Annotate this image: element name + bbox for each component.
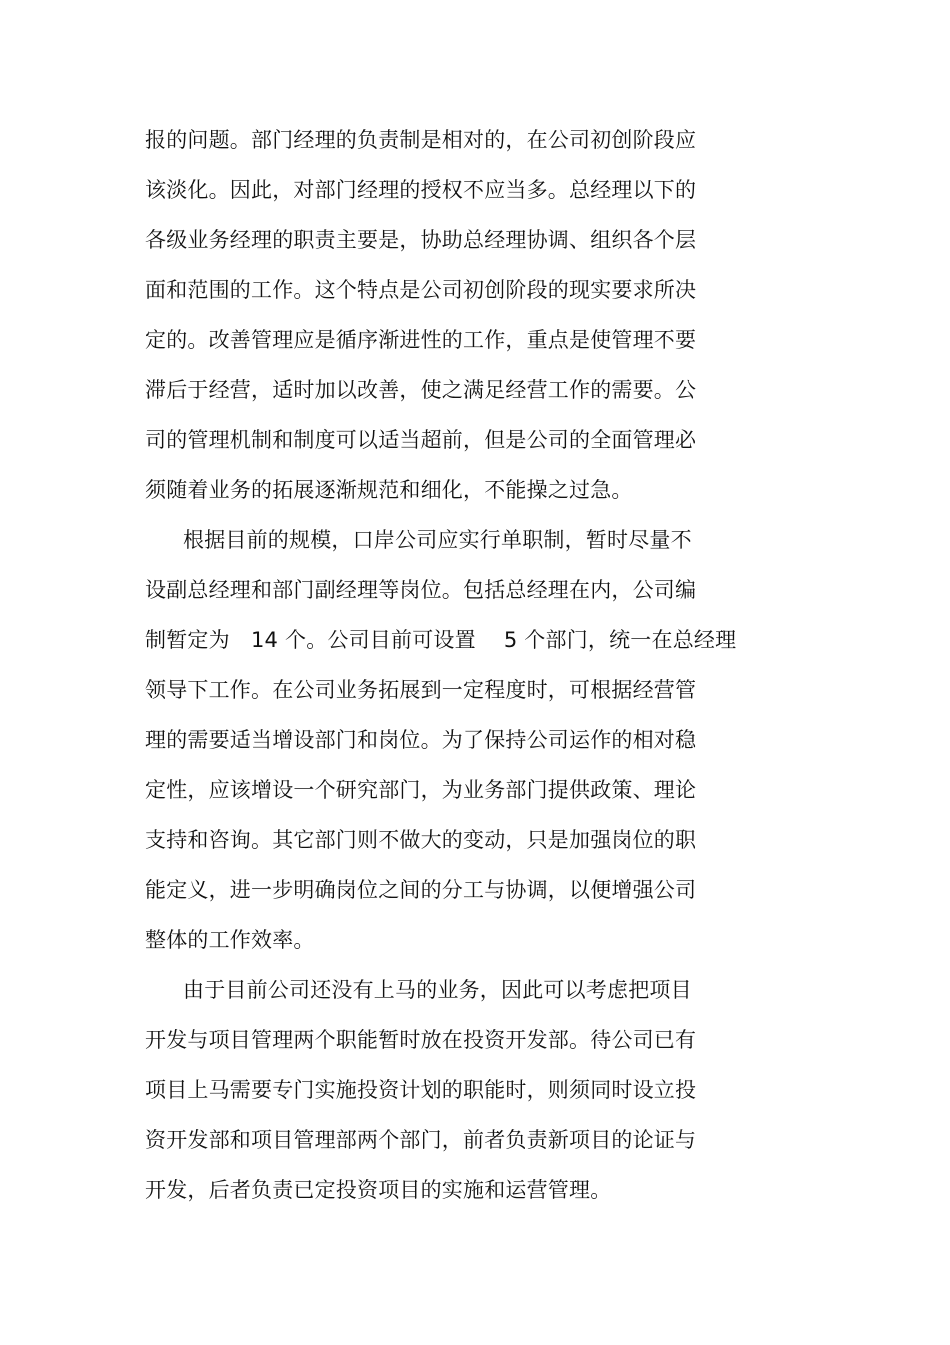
paragraph-2-line-8: 能定义，进一步明确岗位之间的分工与协调，以便增强公司 [145, 878, 697, 902]
paragraph-2-line-9: 整体的工作效率。 [145, 928, 315, 952]
paragraph-2-line-5: 理的需要适当增设部门和岗位。为了保持公司运作的相对稳 [145, 728, 697, 752]
paragraph-2-line-7: 支持和咨询。其它部门则不做大的变动，只是加强岗位的职 [145, 828, 697, 852]
paragraph-2-line-3: 制暂定为 14 个。公司目前可设置 5 个部门，统一在总经理 [145, 628, 737, 652]
paragraph-3-line-5: 开发，后者负责已定投资项目的实施和运营管理。 [145, 1178, 612, 1202]
paragraph-3-line-4: 资开发部和项目管理部两个部门，前者负责新项目的论证与 [145, 1128, 697, 1152]
paragraph-2-line-2: 设副总经理和部门副经理等岗位。包括总经理在内，公司编 [145, 578, 697, 602]
paragraph-3-line-2: 开发与项目管理两个职能暂时放在投资开发部。待公司已有 [145, 1028, 697, 1052]
paragraph-1-line-1: 报的问题。部门经理的负责制是相对的，在公司初创阶段应 [145, 128, 697, 152]
paragraph-1-line-5: 定的。改善管理应是循序渐进性的工作，重点是使管理不要 [145, 328, 697, 352]
paragraph-1-line-7: 司的管理机制和制度可以适当超前，但是公司的全面管理必 [145, 428, 697, 452]
paragraph-1-line-4: 面和范围的工作。这个特点是公司初创阶段的现实要求所决 [145, 278, 697, 302]
paragraph-2-line-6: 定性，应该增设一个研究部门，为业务部门提供政策、理论 [145, 778, 697, 802]
paragraph-2-line-1: 根据目前的规模，口岸公司应实行单职制，暂时尽量不 [183, 528, 692, 552]
paragraph-1-line-6: 滞后于经营，适时加以改善，使之满足经营工作的需要。公 [145, 378, 697, 402]
paragraph-3-line-3: 项目上马需要专门实施投资计划的职能时，则须同时设立投 [145, 1078, 697, 1102]
paragraph-2-line-4: 领导下工作。在公司业务拓展到一定程度时，可根据经营管 [145, 678, 697, 702]
paragraph-1-line-2: 该淡化。因此，对部门经理的授权不应当多。总经理以下的 [145, 178, 697, 202]
paragraph-1-line-3: 各级业务经理的职责主要是，协助总经理协调、组织各个层 [145, 228, 697, 252]
paragraph-1-line-8: 须随着业务的拓展逐渐规范和细化，不能操之过急。 [145, 478, 633, 502]
paragraph-3-line-1: 由于目前公司还没有上马的业务，因此可以考虑把项目 [183, 978, 692, 1002]
